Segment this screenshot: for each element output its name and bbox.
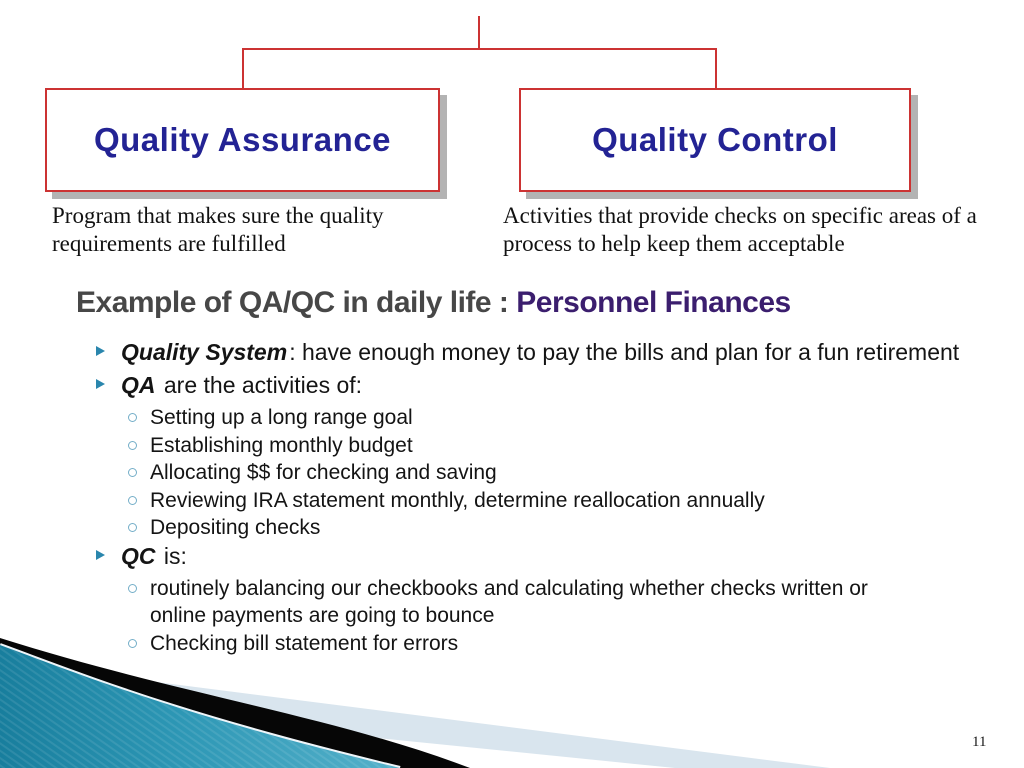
sub-bullet-item bbox=[126, 514, 978, 542]
bullet-text: Reviewing IRA statement monthly, determine reallocation annually bbox=[150, 488, 765, 512]
section-heading-prefix: Example of QA/QC in daily life : bbox=[76, 286, 517, 319]
bullet-item bbox=[88, 371, 978, 399]
bullet-text: QC is: bbox=[121, 542, 187, 569]
triangle-bullet-icon bbox=[96, 550, 105, 560]
bullet-item bbox=[88, 338, 978, 366]
bullet-text: Checking bill statement for errors bbox=[150, 631, 459, 655]
page-number: 11 bbox=[972, 734, 987, 750]
bullet-item bbox=[88, 542, 978, 570]
section-heading-highlight: Personnel Finances bbox=[516, 286, 791, 319]
org-box-quality-assurance bbox=[45, 88, 440, 192]
sub-bullet-item bbox=[126, 432, 978, 460]
bullet-lead-term: Quality System bbox=[121, 339, 288, 365]
org-connector-right-drop bbox=[715, 48, 717, 89]
org-connector-stem bbox=[478, 16, 480, 50]
bullet-list bbox=[88, 338, 978, 657]
org-box-label: Quality Assurance bbox=[93, 121, 392, 158]
circle-bullet-icon bbox=[128, 523, 137, 532]
sub-bullet-item bbox=[126, 487, 978, 515]
footer-swoosh-decoration bbox=[0, 620, 1024, 768]
bullet-lead-term: QA bbox=[121, 372, 156, 398]
circle-bullet-icon bbox=[128, 496, 137, 505]
circle-bullet-icon bbox=[128, 413, 137, 422]
org-box-label: Quality Control bbox=[592, 121, 838, 158]
bullet-text: Setting up a long range goal bbox=[150, 406, 413, 429]
bullet-text: Depositing checks bbox=[150, 516, 321, 539]
sub-bullet-item bbox=[126, 459, 978, 487]
bullet-text: Allocating $$ for checking and saving bbox=[150, 461, 497, 484]
quality-control-description: Activities that provide checks on specific areas of a process to help keep them acceptable bbox=[503, 203, 977, 256]
sub-bullet-item bbox=[126, 404, 978, 432]
circle-bullet-icon bbox=[128, 584, 137, 593]
section-heading bbox=[76, 286, 996, 320]
bullet-text: Quality System: have enough money to pay the bills and plan for a fun retirement bbox=[121, 339, 960, 365]
triangle-bullet-icon bbox=[96, 346, 105, 356]
bullet-lead-term: QC bbox=[121, 542, 156, 569]
org-box-quality-control bbox=[519, 88, 911, 192]
circle-bullet-icon bbox=[128, 441, 137, 450]
bullet-text: routinely balancing our checkbooks and calculating whether checks written or online payments are going to bounce bbox=[150, 576, 868, 627]
triangle-bullet-icon bbox=[96, 379, 105, 389]
org-connector-left-drop bbox=[242, 48, 244, 89]
quality-assurance-description: Program that makes sure the quality requirements are fulfilled bbox=[52, 203, 384, 256]
org-connector-crossbar bbox=[242, 48, 717, 50]
bullet-text: Establishing monthly budget bbox=[150, 433, 413, 457]
circle-bullet-icon bbox=[128, 468, 137, 477]
bullet-text: QA are the activities of: bbox=[121, 372, 363, 398]
